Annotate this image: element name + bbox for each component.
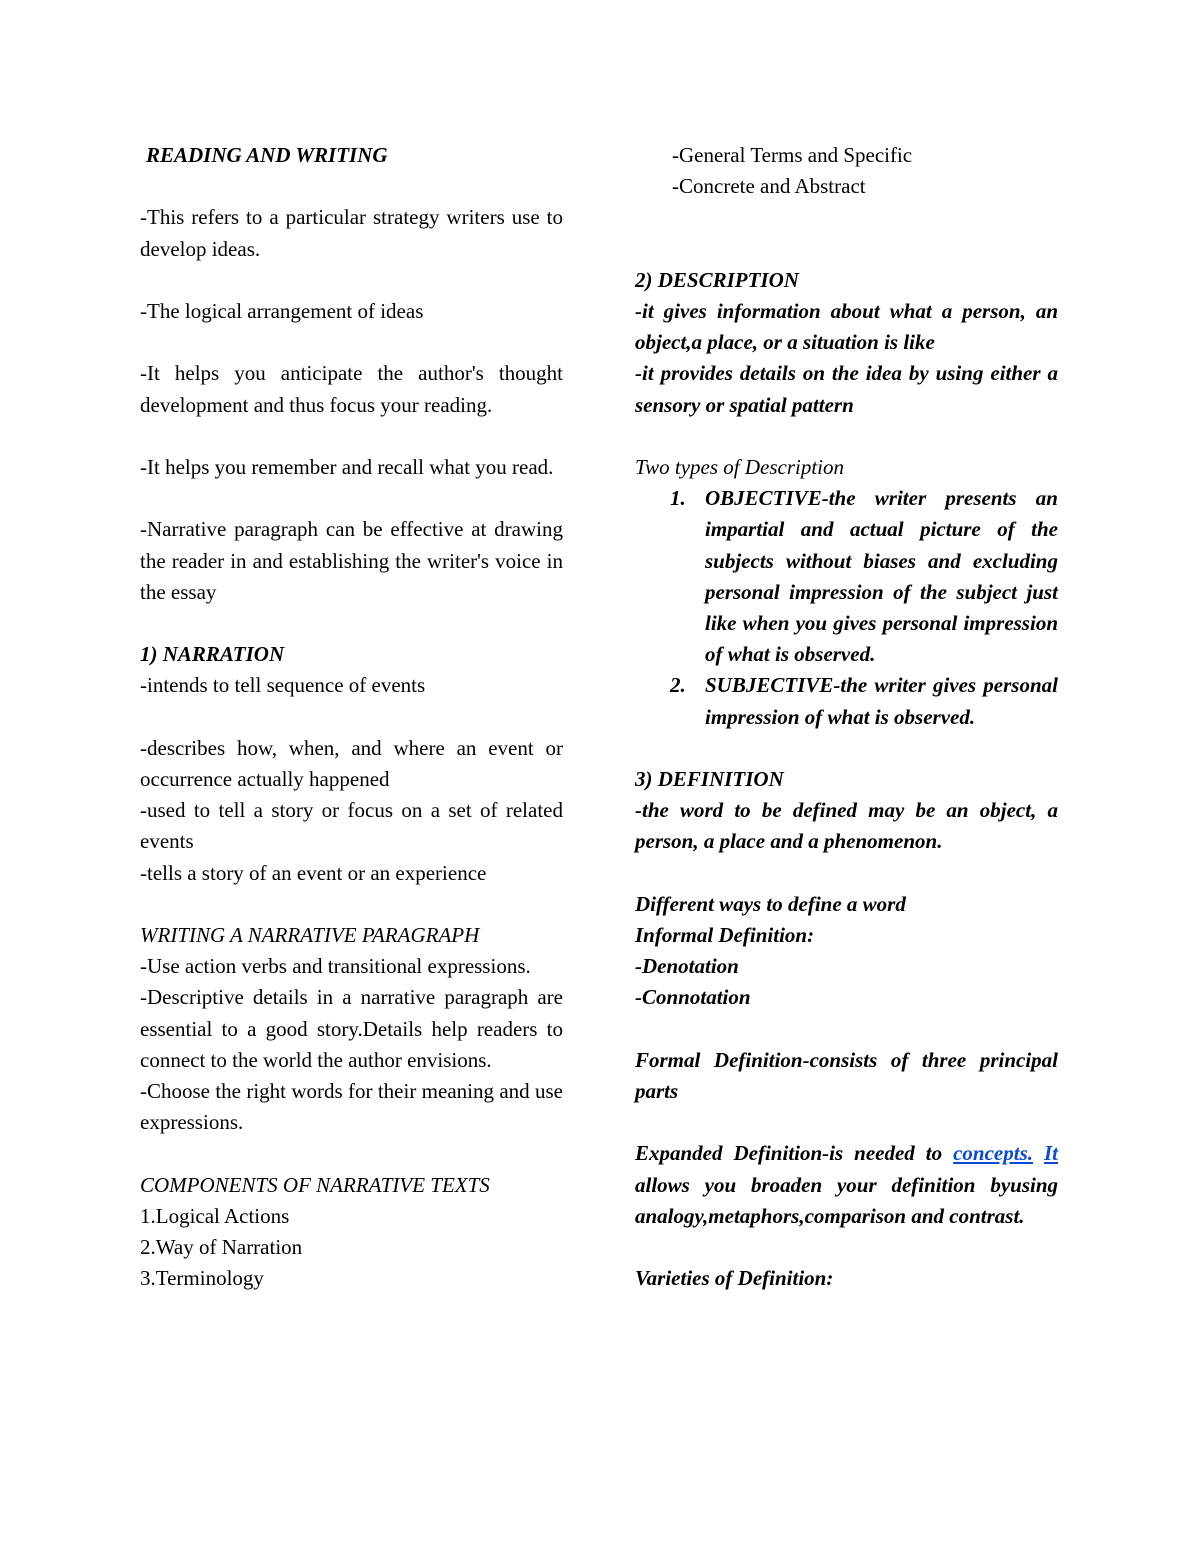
informal-item: -Connotation [635,985,751,1010]
intro-paragraph-5: -Narrative paragraph can be effective at drawing the reader in and establishing the writer's voice in the essay [140,517,563,604]
definition-heading: 3) DEFINITION [635,767,784,792]
subjective-description: SUBJECTIVE-the writer gives personal impression of what is observed. [705,673,1058,729]
term-item: -Concrete and Abstract [672,174,866,199]
document-title: READING AND WRITING [146,143,388,167]
writing-point-3: -Choose the right words for their meaning and use expressions. [140,1078,563,1135]
list-item [635,483,1058,670]
definition-point-1: -the word to be defined may be an object, a person, a place and a phenomenon. [635,798,1058,854]
objective-description: OBJECTIVE-the writer presents an impartial and actual picture of the subjects without biases and excluding personal impression of the subject just like when you gives personal impression of what is observed. [705,486,1058,667]
ways-heading: Different ways to define a word [635,891,906,916]
right-column [635,265,1058,1295]
intro-paragraph-3: -It helps you anticipate the author's thought development and thus focus your reading. [140,361,563,417]
formal-definition: Formal Definition-consists of three principal parts [635,1047,1058,1104]
types-heading: Two types of Description [635,455,845,479]
term-item: -General Terms and Specific [672,143,913,167]
list-item [635,670,1058,732]
component-item: 1.Logical Actions [140,1203,290,1228]
right-column-terms [672,140,1072,202]
it-link[interactable]: It [1043,1141,1058,1166]
narration-heading: 1) NARRATION [140,642,285,667]
components-heading: COMPONENTS OF NARRATIVE TEXTS [140,1172,490,1197]
narration-point-1: -intends to tell sequence of events [140,673,426,698]
list-number: 1. [670,486,686,511]
component-item: 3.Terminology [140,1266,264,1291]
concepts-link[interactable]: concepts. [953,1141,1033,1166]
description-heading: 2) DESCRIPTION [635,267,799,292]
narration-point-3: -used to tell a story or focus on a set of related events [140,798,563,854]
component-item: 2.Way of Narration [140,1234,303,1259]
writing-point-2: -Descriptive details in a narrative paragraph are essential to a good story.Details help readers to connect to the world the author envisions. [140,985,563,1072]
writing-point-1: -Use action verbs and transitional expressions. [140,954,531,979]
list-number: 2. [670,673,686,698]
expanded-text-end: allows you broaden your definition byusing analogy,metaphors,comparison and contrast. [635,1172,1058,1228]
description-types-list [635,483,1058,733]
left-column [140,140,563,1294]
intro-paragraph-4: -It helps you remember and recall what you read. [140,454,554,479]
informal-heading: Informal Definition: [635,923,815,948]
informal-item: -Denotation [635,954,739,979]
intro-paragraph-1: -This refers to a particular strategy writers use to develop ideas. [140,205,563,261]
intro-paragraph-2: -The logical arrangement of ideas [140,298,424,323]
writing-narrative-heading: WRITING A NARRATIVE PARAGRAPH [140,922,480,947]
varieties-heading: Varieties of Definition: [635,1266,834,1291]
description-point-1: -it gives information about what a person, an object,a place, or a situation is like [635,299,1058,355]
description-point-2: -it provides details on the idea by using either a sensory or spatial pattern [635,361,1058,417]
narration-point-2: -describes how, when, and where an event or occurrence actually happened [140,735,563,791]
expanded-text-start: Expanded Definition-is needed to [635,1141,954,1166]
narration-point-4: -tells a story of an event or an experience [140,860,487,885]
expanded-definition [635,1138,1058,1232]
